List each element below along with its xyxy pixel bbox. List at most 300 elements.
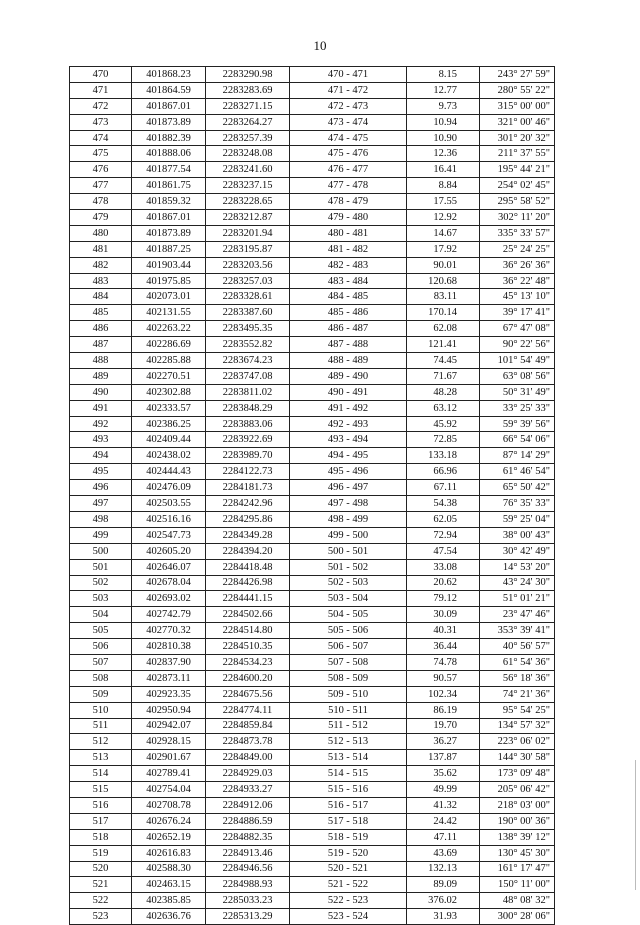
- y-coordinate-cell: 2284600.20: [206, 670, 290, 686]
- y-coordinate-cell: 2284933.27: [206, 782, 290, 798]
- length-cell: 36.44: [407, 639, 480, 655]
- bearing-cell: 218° 03' 00": [480, 797, 555, 813]
- table-row: [70, 591, 555, 607]
- segment-cell: 472 - 473: [290, 98, 407, 114]
- y-coordinate-cell: 2284510.35: [206, 639, 290, 655]
- x-coordinate-cell: 402588.30: [132, 861, 206, 877]
- bearing-cell: 144° 30' 58": [480, 750, 555, 766]
- length-cell: 19.70: [407, 718, 480, 734]
- bearing-cell: 61° 54' 36": [480, 654, 555, 670]
- y-coordinate-cell: 2284514.80: [206, 623, 290, 639]
- x-coordinate-cell: 402616.83: [132, 845, 206, 861]
- x-coordinate-cell: 402950.94: [132, 702, 206, 718]
- y-coordinate-cell: 2283283.69: [206, 82, 290, 98]
- table-row: [70, 337, 555, 353]
- segment-cell: 482 - 483: [290, 257, 407, 273]
- length-cell: 66.96: [407, 464, 480, 480]
- bearing-cell: 335° 33' 57": [480, 225, 555, 241]
- table-row: [70, 353, 555, 369]
- length-cell: 72.94: [407, 527, 480, 543]
- point-number-cell: 516: [70, 797, 132, 813]
- segment-cell: 504 - 505: [290, 607, 407, 623]
- x-coordinate-cell: 402516.16: [132, 511, 206, 527]
- length-cell: 16.41: [407, 162, 480, 178]
- x-coordinate-cell: 402942.07: [132, 718, 206, 734]
- x-coordinate-cell: 401887.25: [132, 241, 206, 257]
- table-row: [70, 210, 555, 226]
- segment-cell: 513 - 514: [290, 750, 407, 766]
- length-cell: 89.09: [407, 877, 480, 893]
- x-coordinate-cell: 402837.90: [132, 654, 206, 670]
- length-cell: 67.11: [407, 480, 480, 496]
- length-cell: 24.42: [407, 813, 480, 829]
- table-row: [70, 416, 555, 432]
- x-coordinate-cell: 401861.75: [132, 178, 206, 194]
- length-cell: 72.85: [407, 432, 480, 448]
- y-coordinate-cell: 2283237.15: [206, 178, 290, 194]
- y-coordinate-cell: 2284441.15: [206, 591, 290, 607]
- y-coordinate-cell: 2284849.00: [206, 750, 290, 766]
- segment-cell: 495 - 496: [290, 464, 407, 480]
- bearing-cell: 134° 57' 32": [480, 718, 555, 734]
- segment-cell: 481 - 482: [290, 241, 407, 257]
- table-row: [70, 543, 555, 559]
- bearing-cell: 161° 17' 47": [480, 861, 555, 877]
- length-cell: 41.32: [407, 797, 480, 813]
- y-coordinate-cell: 2283387.60: [206, 305, 290, 321]
- y-coordinate-cell: 2284181.73: [206, 480, 290, 496]
- bearing-cell: 205° 06' 42": [480, 782, 555, 798]
- segment-cell: 497 - 498: [290, 496, 407, 512]
- bearing-cell: 138° 39' 12": [480, 829, 555, 845]
- length-cell: 36.27: [407, 734, 480, 750]
- x-coordinate-cell: 402652.19: [132, 829, 206, 845]
- x-coordinate-cell: 402263.22: [132, 321, 206, 337]
- table-row: [70, 702, 555, 718]
- length-cell: 12.77: [407, 82, 480, 98]
- segment-cell: 520 - 521: [290, 861, 407, 877]
- x-coordinate-cell: 402409.44: [132, 432, 206, 448]
- length-cell: 14.67: [407, 225, 480, 241]
- y-coordinate-cell: 2284394.20: [206, 543, 290, 559]
- scan-edge-line: [635, 760, 636, 890]
- x-coordinate-cell: 402810.38: [132, 639, 206, 655]
- length-cell: 62.08: [407, 321, 480, 337]
- y-coordinate-cell: 2283922.69: [206, 432, 290, 448]
- length-cell: 20.62: [407, 575, 480, 591]
- x-coordinate-cell: 402770.32: [132, 623, 206, 639]
- segment-cell: 508 - 509: [290, 670, 407, 686]
- y-coordinate-cell: 2283241.60: [206, 162, 290, 178]
- x-coordinate-cell: 401867.01: [132, 98, 206, 114]
- segment-cell: 474 - 475: [290, 130, 407, 146]
- length-cell: 40.31: [407, 623, 480, 639]
- y-coordinate-cell: 2285033.23: [206, 893, 290, 909]
- x-coordinate-cell: 401873.89: [132, 225, 206, 241]
- x-coordinate-cell: 402270.51: [132, 368, 206, 384]
- x-coordinate-cell: 402742.79: [132, 607, 206, 623]
- segment-cell: 518 - 519: [290, 829, 407, 845]
- bearing-cell: 76° 35' 33": [480, 496, 555, 512]
- bearing-cell: 67° 47' 08": [480, 321, 555, 337]
- point-number-cell: 508: [70, 670, 132, 686]
- point-number-cell: 493: [70, 432, 132, 448]
- length-cell: 47.54: [407, 543, 480, 559]
- table-row: [70, 782, 555, 798]
- table-row: [70, 734, 555, 750]
- segment-cell: 471 - 472: [290, 82, 407, 98]
- y-coordinate-cell: 2283848.29: [206, 400, 290, 416]
- y-coordinate-cell: 2284534.23: [206, 654, 290, 670]
- x-coordinate-cell: 401873.89: [132, 114, 206, 130]
- point-number-cell: 488: [70, 353, 132, 369]
- x-coordinate-cell: 402131.55: [132, 305, 206, 321]
- x-coordinate-cell: 401867.01: [132, 210, 206, 226]
- length-cell: 45.92: [407, 416, 480, 432]
- y-coordinate-cell: 2283228.65: [206, 194, 290, 210]
- segment-cell: 501 - 502: [290, 559, 407, 575]
- point-number-cell: 482: [70, 257, 132, 273]
- point-number-cell: 479: [70, 210, 132, 226]
- bearing-cell: 45° 13' 10": [480, 289, 555, 305]
- table-row: [70, 257, 555, 273]
- y-coordinate-cell: 2283271.15: [206, 98, 290, 114]
- segment-cell: 483 - 484: [290, 273, 407, 289]
- bearing-cell: 40° 56' 57": [480, 639, 555, 655]
- table-row: [70, 829, 555, 845]
- bearing-cell: 59° 39' 56": [480, 416, 555, 432]
- table-row: [70, 241, 555, 257]
- y-coordinate-cell: 2284122.73: [206, 464, 290, 480]
- y-coordinate-cell: 2284242.96: [206, 496, 290, 512]
- point-number-cell: 494: [70, 448, 132, 464]
- bearing-cell: 295° 58' 52": [480, 194, 555, 210]
- x-coordinate-cell: 402286.69: [132, 337, 206, 353]
- point-number-cell: 480: [70, 225, 132, 241]
- bearing-cell: 65° 50' 42": [480, 480, 555, 496]
- y-coordinate-cell: 2284929.03: [206, 766, 290, 782]
- point-number-cell: 511: [70, 718, 132, 734]
- point-number-cell: 483: [70, 273, 132, 289]
- x-coordinate-cell: 402676.24: [132, 813, 206, 829]
- table-row: [70, 845, 555, 861]
- table-row: [70, 813, 555, 829]
- point-number-cell: 510: [70, 702, 132, 718]
- length-cell: 43.69: [407, 845, 480, 861]
- bearing-cell: 56° 18' 36": [480, 670, 555, 686]
- length-cell: 12.36: [407, 146, 480, 162]
- table-row: [70, 877, 555, 893]
- point-number-cell: 484: [70, 289, 132, 305]
- length-cell: 10.94: [407, 114, 480, 130]
- bearing-cell: 23° 47' 46": [480, 607, 555, 623]
- length-cell: 49.99: [407, 782, 480, 798]
- length-cell: 137.87: [407, 750, 480, 766]
- length-cell: 9.73: [407, 98, 480, 114]
- point-number-cell: 498: [70, 511, 132, 527]
- y-coordinate-cell: 2284988.93: [206, 877, 290, 893]
- table-row: [70, 527, 555, 543]
- length-cell: 35.62: [407, 766, 480, 782]
- segment-cell: 499 - 500: [290, 527, 407, 543]
- segment-cell: 477 - 478: [290, 178, 407, 194]
- coordinates-table: [69, 66, 555, 925]
- length-cell: 74.45: [407, 353, 480, 369]
- bearing-cell: 61° 46' 54": [480, 464, 555, 480]
- table-row: [70, 82, 555, 98]
- bearing-cell: 63° 08' 56": [480, 368, 555, 384]
- x-coordinate-cell: 401877.54: [132, 162, 206, 178]
- y-coordinate-cell: 2284418.48: [206, 559, 290, 575]
- y-coordinate-cell: 2283552.82: [206, 337, 290, 353]
- page-number: 10: [313, 38, 327, 53]
- length-cell: 90.57: [407, 670, 480, 686]
- length-cell: 8.84: [407, 178, 480, 194]
- segment-cell: 522 - 523: [290, 893, 407, 909]
- x-coordinate-cell: 401882.39: [132, 130, 206, 146]
- bearing-cell: 74° 21' 36": [480, 686, 555, 702]
- point-number-cell: 518: [70, 829, 132, 845]
- segment-cell: 473 - 474: [290, 114, 407, 130]
- y-coordinate-cell: 2284912.06: [206, 797, 290, 813]
- point-number-cell: 474: [70, 130, 132, 146]
- point-number-cell: 520: [70, 861, 132, 877]
- bearing-cell: 59° 25' 04": [480, 511, 555, 527]
- point-number-cell: 507: [70, 654, 132, 670]
- bearing-cell: 211° 37' 55": [480, 146, 555, 162]
- segment-cell: 506 - 507: [290, 639, 407, 655]
- point-number-cell: 473: [70, 114, 132, 130]
- point-number-cell: 471: [70, 82, 132, 98]
- table-row: [70, 766, 555, 782]
- bearing-cell: 130° 45' 30": [480, 845, 555, 861]
- point-number-cell: 502: [70, 575, 132, 591]
- y-coordinate-cell: 2283257.03: [206, 273, 290, 289]
- length-cell: 120.68: [407, 273, 480, 289]
- length-cell: 83.11: [407, 289, 480, 305]
- table-row: [70, 511, 555, 527]
- segment-cell: 496 - 497: [290, 480, 407, 496]
- bearing-cell: 30° 42' 49": [480, 543, 555, 559]
- segment-cell: 507 - 508: [290, 654, 407, 670]
- point-number-cell: 496: [70, 480, 132, 496]
- y-coordinate-cell: 2283811.02: [206, 384, 290, 400]
- x-coordinate-cell: 402693.02: [132, 591, 206, 607]
- bearing-cell: 25° 24' 25": [480, 241, 555, 257]
- segment-cell: 479 - 480: [290, 210, 407, 226]
- point-number-cell: 505: [70, 623, 132, 639]
- y-coordinate-cell: 2283248.08: [206, 146, 290, 162]
- x-coordinate-cell: 401903.44: [132, 257, 206, 273]
- segment-cell: 523 - 524: [290, 909, 407, 925]
- point-number-cell: 486: [70, 321, 132, 337]
- point-number-cell: 506: [70, 639, 132, 655]
- segment-cell: 470 - 471: [290, 67, 407, 83]
- table-row: [70, 797, 555, 813]
- point-number-cell: 481: [70, 241, 132, 257]
- y-coordinate-cell: 2283290.98: [206, 67, 290, 83]
- bearing-cell: 101° 54' 49": [480, 353, 555, 369]
- point-number-cell: 509: [70, 686, 132, 702]
- segment-cell: 490 - 491: [290, 384, 407, 400]
- table-row: [70, 861, 555, 877]
- table-row: [70, 448, 555, 464]
- length-cell: 17.92: [407, 241, 480, 257]
- bearing-cell: 33° 25' 33": [480, 400, 555, 416]
- y-coordinate-cell: 2284675.56: [206, 686, 290, 702]
- point-number-cell: 504: [70, 607, 132, 623]
- x-coordinate-cell: 402605.20: [132, 543, 206, 559]
- table-row: [70, 623, 555, 639]
- table-row: [70, 496, 555, 512]
- table-row: [70, 607, 555, 623]
- point-number-cell: 477: [70, 178, 132, 194]
- table-row: [70, 464, 555, 480]
- segment-cell: 502 - 503: [290, 575, 407, 591]
- segment-cell: 503 - 504: [290, 591, 407, 607]
- point-number-cell: 513: [70, 750, 132, 766]
- point-number-cell: 500: [70, 543, 132, 559]
- segment-cell: 486 - 487: [290, 321, 407, 337]
- bearing-cell: 14° 53' 20": [480, 559, 555, 575]
- table-row: [70, 480, 555, 496]
- x-coordinate-cell: 402503.55: [132, 496, 206, 512]
- bearing-cell: 300° 28' 06": [480, 909, 555, 925]
- bearing-cell: 321° 00' 46": [480, 114, 555, 130]
- point-number-cell: 476: [70, 162, 132, 178]
- table-row: [70, 130, 555, 146]
- segment-cell: 519 - 520: [290, 845, 407, 861]
- x-coordinate-cell: 402678.04: [132, 575, 206, 591]
- table-row: [70, 225, 555, 241]
- segment-cell: 476 - 477: [290, 162, 407, 178]
- y-coordinate-cell: 2283328.61: [206, 289, 290, 305]
- bearing-cell: 301° 20' 32": [480, 130, 555, 146]
- segment-cell: 485 - 486: [290, 305, 407, 321]
- point-number-cell: 475: [70, 146, 132, 162]
- length-cell: 10.90: [407, 130, 480, 146]
- y-coordinate-cell: 2283203.56: [206, 257, 290, 273]
- length-cell: 33.08: [407, 559, 480, 575]
- point-number-cell: 499: [70, 527, 132, 543]
- table-row: [70, 98, 555, 114]
- segment-cell: 516 - 517: [290, 797, 407, 813]
- y-coordinate-cell: 2284502.66: [206, 607, 290, 623]
- y-coordinate-cell: 2284913.46: [206, 845, 290, 861]
- bearing-cell: 50° 31' 49": [480, 384, 555, 400]
- table-row: [70, 305, 555, 321]
- y-coordinate-cell: 2284873.78: [206, 734, 290, 750]
- bearing-cell: 173° 09' 48": [480, 766, 555, 782]
- bearing-cell: 36° 22' 48": [480, 273, 555, 289]
- segment-cell: 487 - 488: [290, 337, 407, 353]
- table-row: [70, 575, 555, 591]
- point-number-cell: 492: [70, 416, 132, 432]
- length-cell: 90.01: [407, 257, 480, 273]
- segment-cell: 484 - 485: [290, 289, 407, 305]
- length-cell: 79.12: [407, 591, 480, 607]
- table-row: [70, 162, 555, 178]
- bearing-cell: 254° 02' 45": [480, 178, 555, 194]
- point-number-cell: 522: [70, 893, 132, 909]
- y-coordinate-cell: 2284426.98: [206, 575, 290, 591]
- x-coordinate-cell: 401888.06: [132, 146, 206, 162]
- bearing-cell: 48° 08' 32": [480, 893, 555, 909]
- length-cell: 63.12: [407, 400, 480, 416]
- point-number-cell: 478: [70, 194, 132, 210]
- y-coordinate-cell: 2283747.08: [206, 368, 290, 384]
- segment-cell: 510 - 511: [290, 702, 407, 718]
- bearing-cell: 353° 39' 41": [480, 623, 555, 639]
- point-number-cell: 489: [70, 368, 132, 384]
- bearing-cell: 66° 54' 06": [480, 432, 555, 448]
- bearing-cell: 315° 00' 00": [480, 98, 555, 114]
- y-coordinate-cell: 2283495.35: [206, 321, 290, 337]
- length-cell: 71.67: [407, 368, 480, 384]
- table-row: [70, 718, 555, 734]
- point-number-cell: 470: [70, 67, 132, 83]
- point-number-cell: 523: [70, 909, 132, 925]
- x-coordinate-cell: 402333.57: [132, 400, 206, 416]
- y-coordinate-cell: 2284295.86: [206, 511, 290, 527]
- segment-cell: 514 - 515: [290, 766, 407, 782]
- table-row: [70, 194, 555, 210]
- bearing-cell: 43° 24' 30": [480, 575, 555, 591]
- segment-cell: 478 - 479: [290, 194, 407, 210]
- y-coordinate-cell: 2284859.84: [206, 718, 290, 734]
- segment-cell: 505 - 506: [290, 623, 407, 639]
- length-cell: 74.78: [407, 654, 480, 670]
- bearing-cell: 95° 54' 25": [480, 702, 555, 718]
- table-row: [70, 909, 555, 925]
- table-row: [70, 368, 555, 384]
- segment-cell: 517 - 518: [290, 813, 407, 829]
- segment-cell: 493 - 494: [290, 432, 407, 448]
- y-coordinate-cell: 2283264.27: [206, 114, 290, 130]
- bearing-cell: 51° 01' 21": [480, 591, 555, 607]
- table-row: [70, 289, 555, 305]
- y-coordinate-cell: 2284774.11: [206, 702, 290, 718]
- x-coordinate-cell: 401868.23: [132, 67, 206, 83]
- table-row: [70, 654, 555, 670]
- bearing-cell: 195° 44' 21": [480, 162, 555, 178]
- length-cell: 31.93: [407, 909, 480, 925]
- y-coordinate-cell: 2284886.59: [206, 813, 290, 829]
- y-coordinate-cell: 2283212.87: [206, 210, 290, 226]
- length-cell: 170.14: [407, 305, 480, 321]
- x-coordinate-cell: 402636.76: [132, 909, 206, 925]
- x-coordinate-cell: 401859.32: [132, 194, 206, 210]
- length-cell: 62.05: [407, 511, 480, 527]
- bearing-cell: 302° 11' 20": [480, 210, 555, 226]
- x-coordinate-cell: 402302.88: [132, 384, 206, 400]
- y-coordinate-cell: 2285313.29: [206, 909, 290, 925]
- table-row: [70, 114, 555, 130]
- y-coordinate-cell: 2283257.39: [206, 130, 290, 146]
- x-coordinate-cell: 402901.67: [132, 750, 206, 766]
- length-cell: 12.92: [407, 210, 480, 226]
- length-cell: 54.38: [407, 496, 480, 512]
- table-row: [70, 670, 555, 686]
- table-row: [70, 321, 555, 337]
- table-row: [70, 178, 555, 194]
- segment-cell: 491 - 492: [290, 400, 407, 416]
- y-coordinate-cell: 2283201.94: [206, 225, 290, 241]
- x-coordinate-cell: 402646.07: [132, 559, 206, 575]
- x-coordinate-cell: 401864.59: [132, 82, 206, 98]
- table-row: [70, 400, 555, 416]
- length-cell: 48.28: [407, 384, 480, 400]
